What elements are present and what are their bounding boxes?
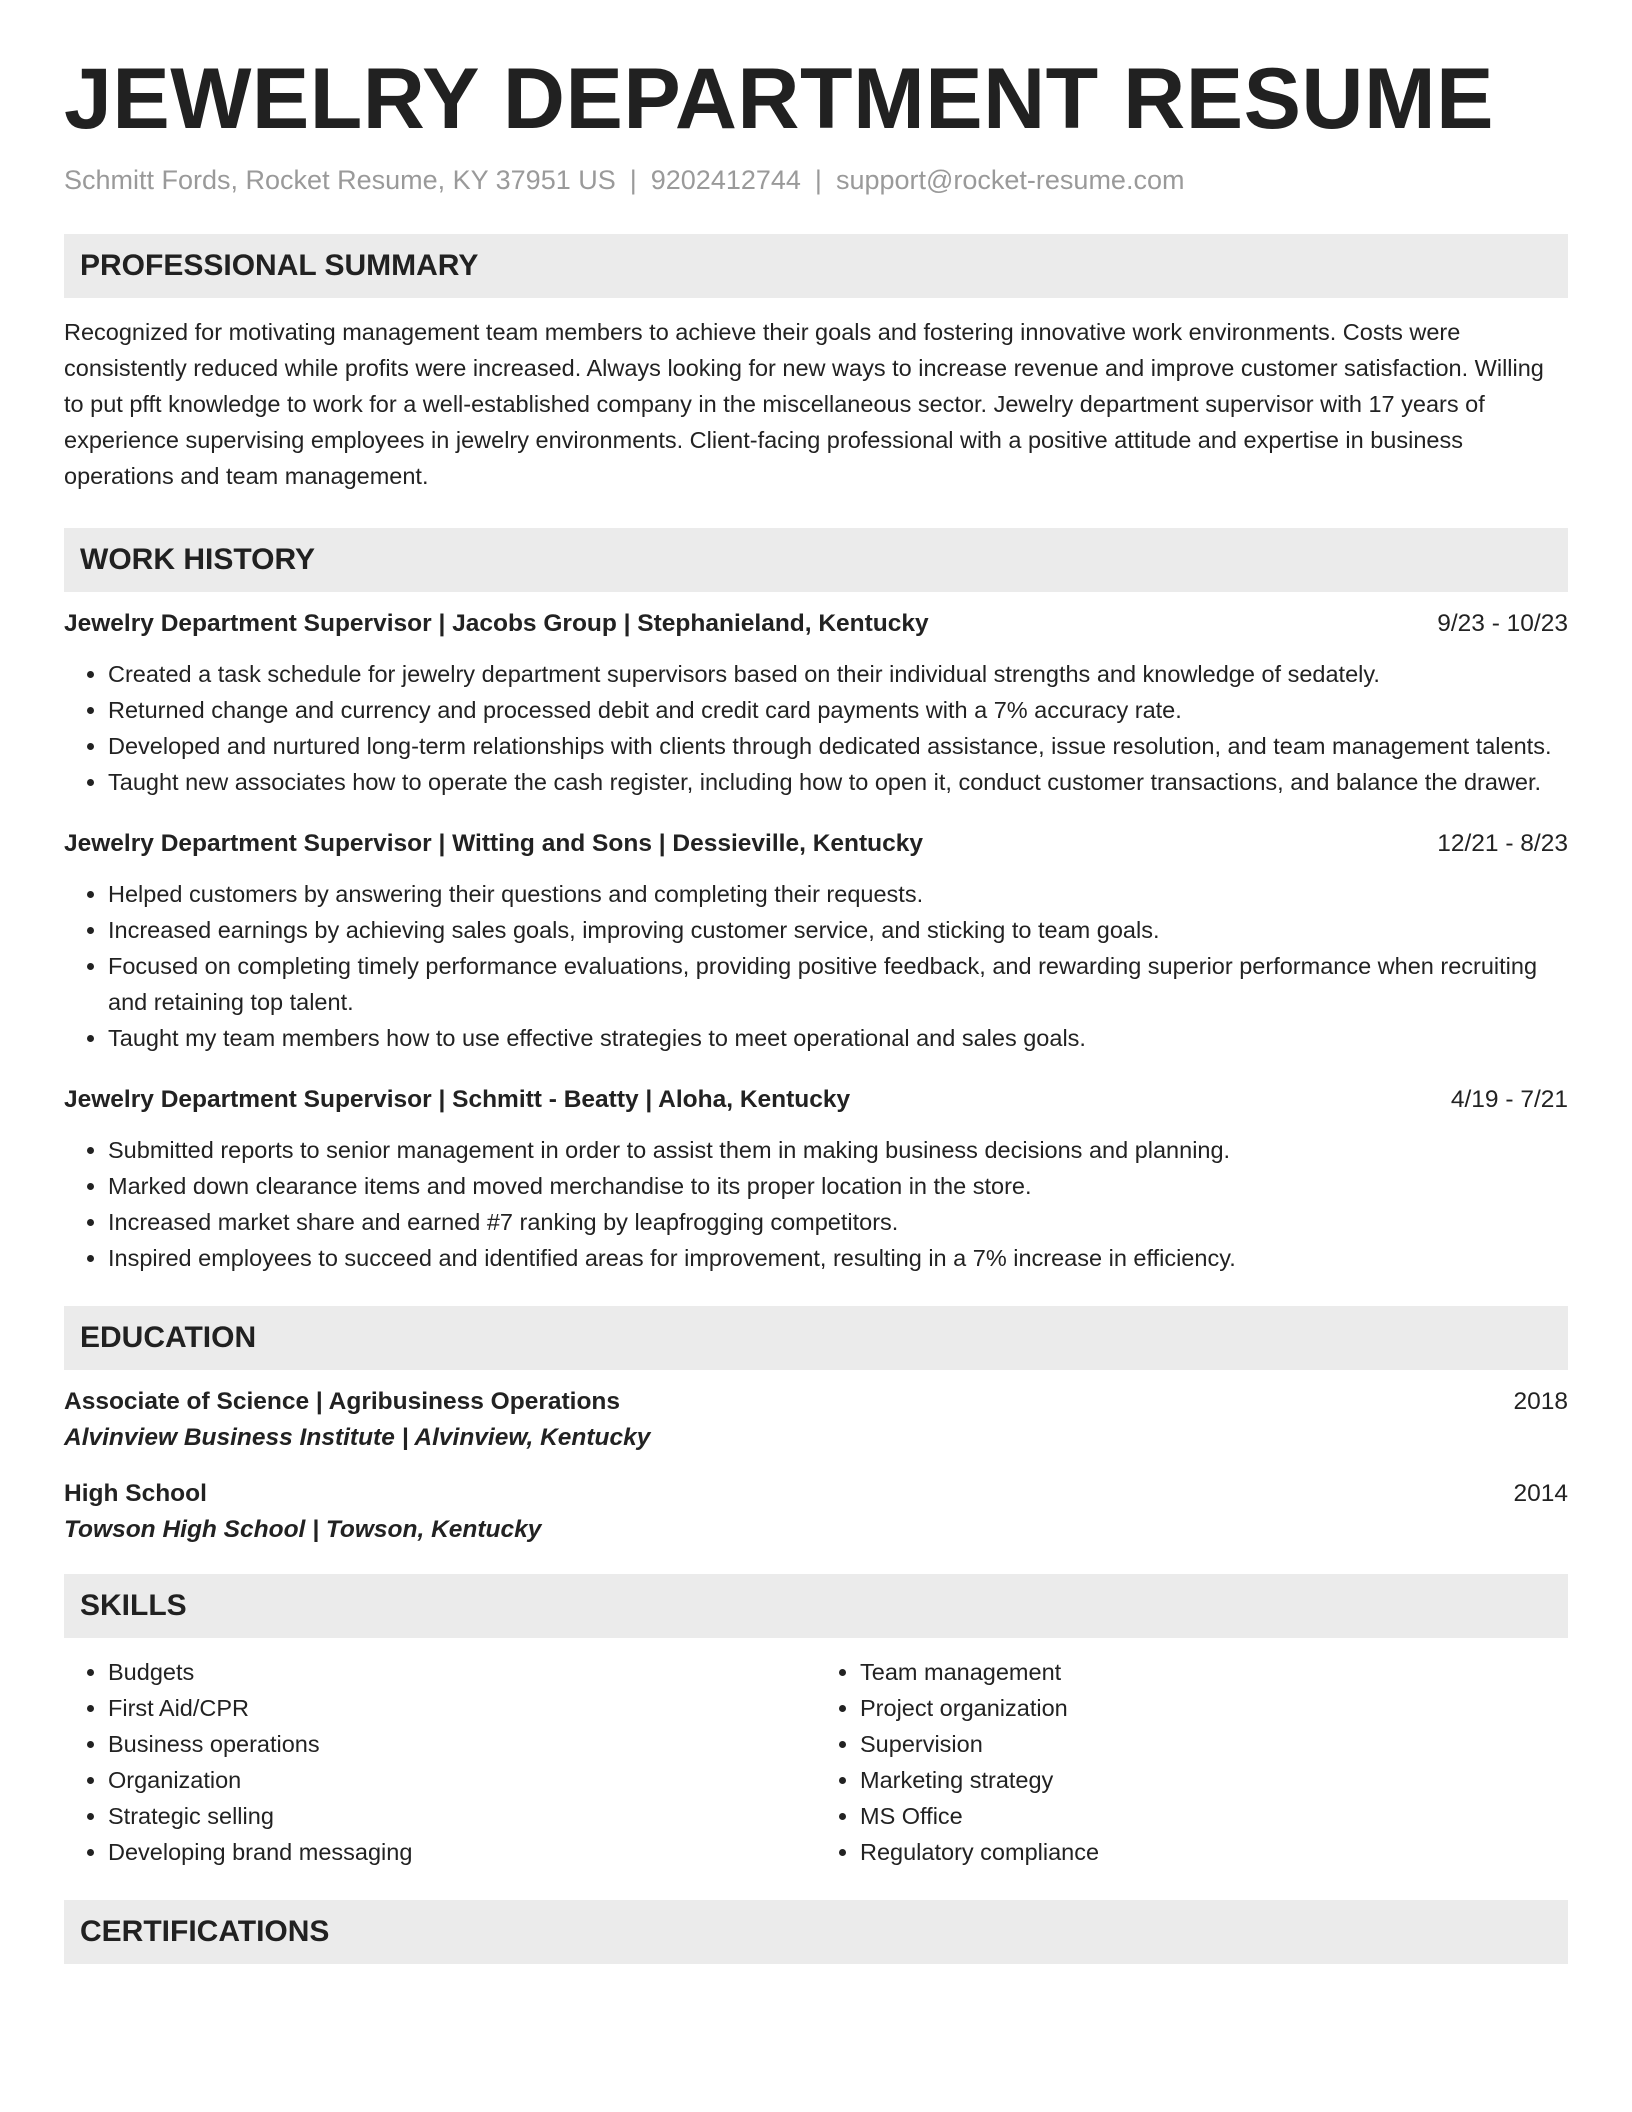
education-school: Alvinview Business Institute | Alvinview, Kentucky [64,1423,651,1451]
job-bullet: • Returned change and currency and processed debit and credit card payments with a 7% accuracy rate. [108,692,1568,728]
summary-text: Recognized for motivating management team members to achieve their goals and fostering innovative work environments. Costs were consistently reduced while profits were increased. Always looking for new ways to increase revenue and improve customer satisfaction. Willing to put pfft knowledge to work for a well-established company in the miscellaneous sector. Jewelry department supervisor with 17 years of experience supervising employees in jewelry environments. Client-facing professional with a positive attitude and expertise in business operations and team management. [64,318,1544,489]
contact-line [64,165,1568,196]
skill-item: • Marketing strategy [860,1762,1568,1798]
job-header [64,610,1568,638]
skill-item: • Project organization [860,1690,1568,1726]
education-entry [64,1480,1568,1544]
job-header [64,1086,1568,1114]
job-bullet: • Created a task schedule for jewelry department supervisors based on their individual strengths and knowledge of sedately. [108,656,1568,692]
job-bullet: • Helped customers by answering their questions and completing their requests. [108,876,1568,912]
education-school: Towson High School | Towson, Kentucky [64,1515,542,1543]
contact-separator: | [814,164,822,195]
job-entry [64,830,1568,1056]
job-bullet: • Submitted reports to senior management in order to assist them in making business decisions and planning. [108,1132,1568,1168]
job-bullets [64,656,1568,800]
education-entry [64,1388,1568,1452]
section-header-certifications: CERTIFICATIONS [64,1900,1568,1964]
skill-item: • Strategic selling [108,1798,816,1834]
education-header [64,1388,1568,1416]
job-title: Jewelry Department Supervisor | Jacobs Group | Stephanieland, Kentucky [64,609,929,637]
skills-column-right [816,1654,1568,1870]
job-bullet: • Focused on completing timely performance evaluations, providing positive feedback, and rewarding superior performance when recruiting and retaining top talent. [108,948,1568,1020]
job-dates: 9/23 - 10/23 [1437,609,1568,637]
resume-title: JEWELRY DEPARTMENT RESUME [64,51,1495,147]
job-header [64,830,1568,858]
job-bullet: • Increased earnings by achieving sales goals, improving customer service, and sticking to team goals. [108,912,1568,948]
skill-item: • Team management [860,1654,1568,1690]
job-dates: 12/21 - 8/23 [1437,829,1568,857]
education-degree: Associate of Science | Agribusiness Operations [64,1387,621,1415]
contact-email[interactable]: support@rocket-resume.com [835,164,1185,195]
job-entry [64,610,1568,800]
skill-item: • First Aid/CPR [108,1690,816,1726]
job-bullet: • Marked down clearance items and moved merchandise to its proper location in the store. [108,1168,1568,1204]
section-header-skills: SKILLS [64,1574,1568,1638]
job-dates: 4/19 - 7/21 [1450,1085,1568,1113]
job-bullet: • Taught my team members how to use effective strategies to meet operational and sales goals. [108,1020,1568,1056]
skill-item: • Regulatory compliance [860,1834,1568,1870]
skill-item: • Developing brand messaging [108,1834,816,1870]
job-bullets [64,876,1568,1056]
skill-item: • Business operations [108,1726,816,1762]
skills-column-left [64,1654,816,1870]
section-header-education: EDUCATION [64,1306,1568,1370]
skill-item: • Organization [108,1762,816,1798]
skill-item: • Supervision [860,1726,1568,1762]
job-title: Jewelry Department Supervisor | Schmitt - Beatty | Aloha, Kentucky [64,1085,851,1113]
job-bullet: • Developed and nurtured long-term relationships with clients through dedicated assistance, issue resolution, and team management talents. [108,728,1568,764]
education-degree: High School [64,1479,207,1507]
contact-phone: 9202412744 [650,164,801,195]
job-bullet: • Increased market share and earned #7 ranking by leapfrogging competitors. [108,1204,1568,1240]
education-year: 2018 [1513,1387,1568,1415]
skill-item: • MS Office [860,1798,1568,1834]
job-bullet: • Taught new associates how to operate the cash register, including how to open it, conduct customer transactions, and balance the drawer. [108,764,1568,800]
job-bullet: • Inspired employees to succeed and identified areas for improvement, resulting in a 7% increase in efficiency. [108,1240,1568,1276]
job-bullets [64,1132,1568,1276]
skills-list [64,1654,1568,1870]
education-year: 2014 [1513,1479,1568,1507]
section-header-work-history: WORK HISTORY [64,528,1568,592]
contact-separator: | [629,164,637,195]
skill-item: • Budgets [108,1654,816,1690]
job-entry [64,1086,1568,1276]
job-title: Jewelry Department Supervisor | Witting and Sons | Dessieville, Kentucky [64,829,923,857]
contact-address: Schmitt Fords, Rocket Resume, KY 37951 US [64,164,616,195]
section-header-summary: PROFESSIONAL SUMMARY [64,234,1568,298]
education-header [64,1480,1568,1508]
